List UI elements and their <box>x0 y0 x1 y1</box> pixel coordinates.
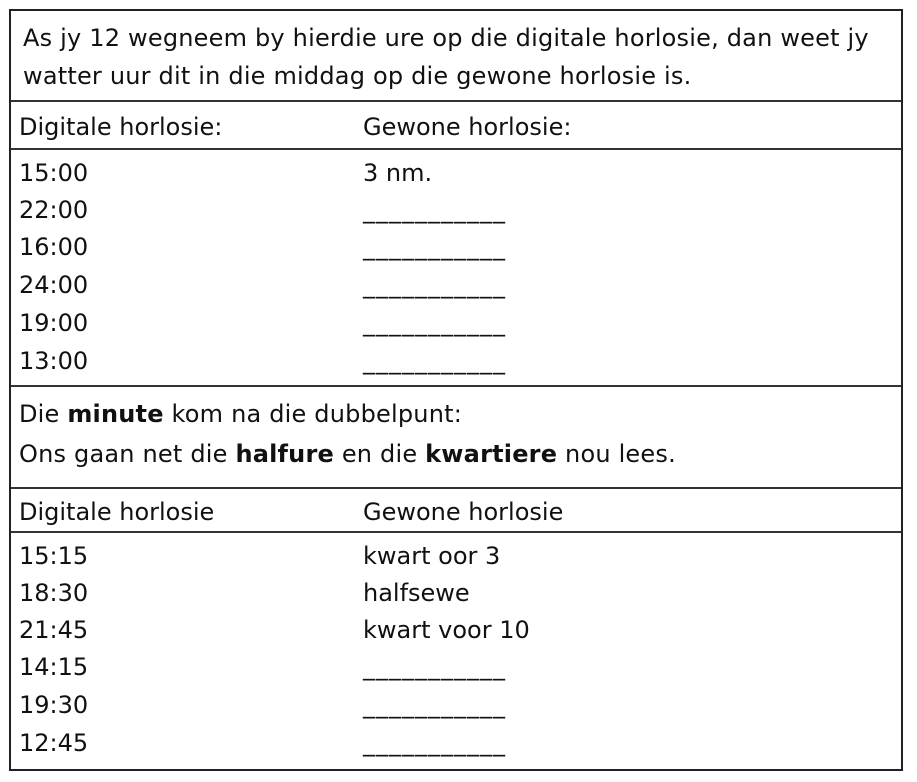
intro-line-1: As jy 12 wegneem by hierdie ure op die digitale horlosie, dan weet jy <box>23 24 869 52</box>
intro-line-2: watter uur dit in die middag op die gewone horlosie is. <box>23 62 692 90</box>
table1-answer-blank[interactable]: ___________ <box>363 309 506 337</box>
table2-row-digital: 18:30 <box>19 579 89 607</box>
bold-minute: minute <box>67 400 164 428</box>
table1-row-digital: 13:00 <box>19 347 89 375</box>
table2-header <box>11 489 901 531</box>
table1-row-digital: 24:00 <box>19 271 89 299</box>
intro-section <box>11 11 901 101</box>
table2-header-normal: Gewone horlosie <box>363 498 564 526</box>
table1-row-digital: 16:00 <box>19 233 89 261</box>
table1-answer-blank[interactable]: ___________ <box>363 347 506 375</box>
table2-row-normal: halfsewe <box>363 579 470 607</box>
table1-header-normal: Gewone horlosie: <box>363 113 572 141</box>
table2-row-digital: 21:45 <box>19 616 89 644</box>
table2-row-digital: 14:15 <box>19 653 89 681</box>
table1-row-digital: 22:00 <box>19 196 89 224</box>
table2-answer-blank[interactable]: ___________ <box>363 691 506 719</box>
table1-answer-blank[interactable]: ___________ <box>363 233 506 261</box>
note-line-2: Ons gaan net die halfure en die kwartiere nou lees. <box>19 440 676 468</box>
table2-row-digital: 19:30 <box>19 691 89 719</box>
table2-row-normal: kwart voor 10 <box>363 616 530 644</box>
note-line-1: Die minute kom na die dubbelpunt: <box>19 400 463 428</box>
note-section <box>11 387 901 487</box>
table2-body <box>11 533 901 771</box>
bold-kwartiere: kwartiere <box>425 440 558 468</box>
table2-row-digital: 12:45 <box>19 729 89 757</box>
table1-answer-blank[interactable]: ___________ <box>363 271 506 299</box>
table2-answer-blank[interactable]: ___________ <box>363 729 506 757</box>
table1-header <box>11 102 901 148</box>
bold-halfure: halfure <box>235 440 334 468</box>
table1-body <box>11 150 901 385</box>
table1-row-digital: 19:00 <box>19 309 89 337</box>
table1-row-normal: 3 nm. <box>363 159 433 187</box>
worksheet <box>9 9 903 771</box>
table2-row-digital: 15:15 <box>19 542 89 570</box>
table1-row-digital: 15:00 <box>19 159 89 187</box>
table2-answer-blank[interactable]: ___________ <box>363 653 506 681</box>
table2-row-normal: kwart oor 3 <box>363 542 501 570</box>
table2-header-digital: Digitale horlosie <box>19 498 215 526</box>
table1-header-digital: Digitale horlosie: <box>19 113 223 141</box>
table1-answer-blank[interactable]: ___________ <box>363 196 506 224</box>
